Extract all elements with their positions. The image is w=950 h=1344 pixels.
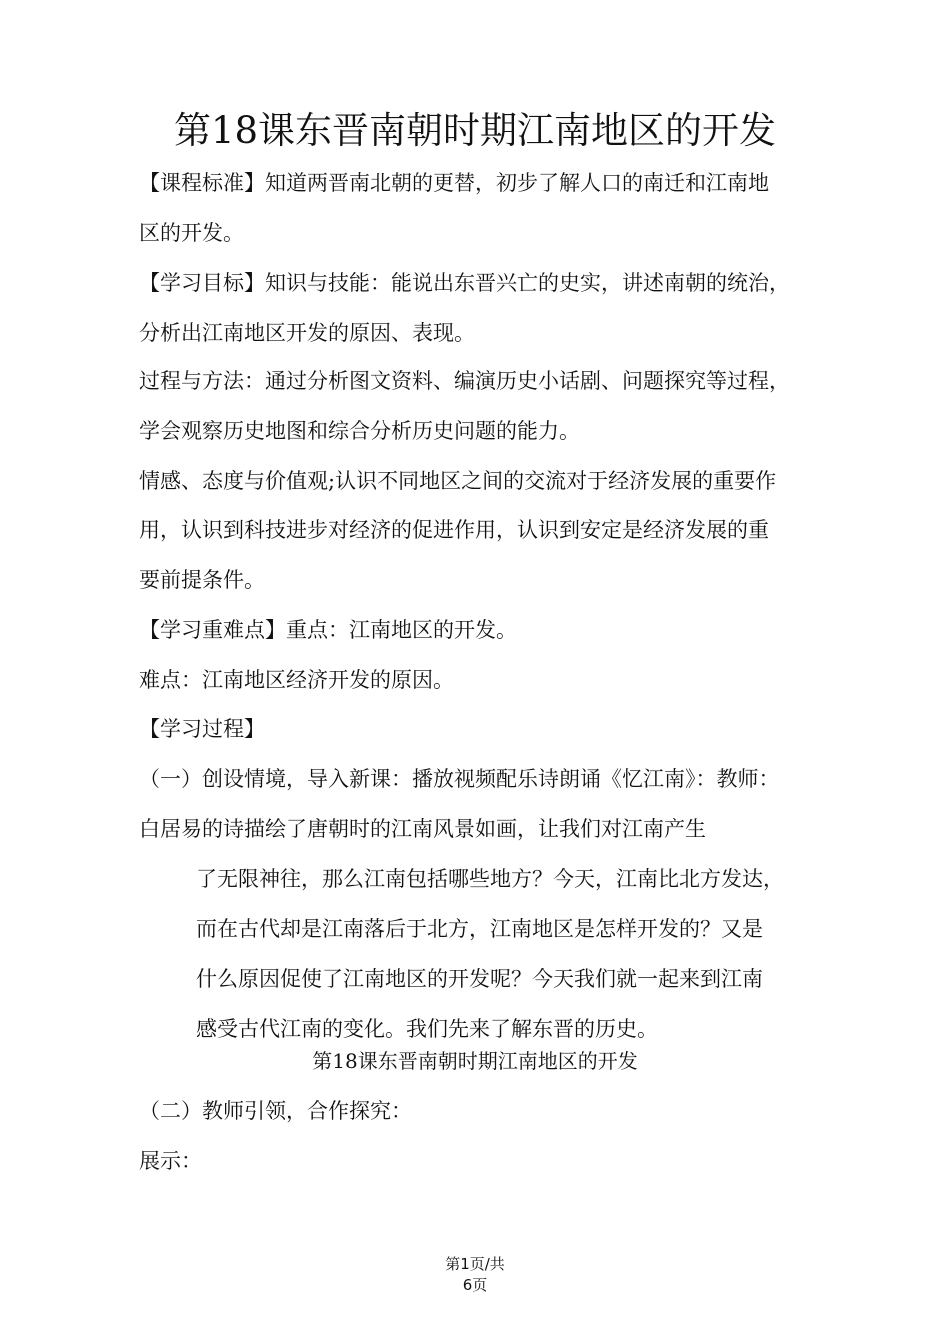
process-method-line-2: 学会观察历史地图和综合分析历史问题的能力。 bbox=[139, 419, 580, 443]
section-one-line-1: （一）创设情境，导入新课：播放视频配乐诗朗诵《忆江南》：教师： bbox=[139, 767, 780, 791]
learning-objective-line-2: 分析出江南地区开发的原因、表现。 bbox=[139, 321, 475, 345]
emotion-attitude-line-1: 情感、态度与价值观;认识不同地区之间的交流对于经济发展的重要作 bbox=[139, 469, 777, 493]
learning-objective-line-1: 【学习目标】知识与技能：能说出东晋兴亡的史实，讲述南朝的统治， bbox=[139, 271, 790, 295]
emotion-attitude-line-2: 用，认识到科技进步对经济的促进作用，认识到安定是经济发展的重 bbox=[139, 518, 769, 542]
process-method-line-1: 过程与方法：通过分析图文资料、编演历史小话剧、问题探究等过程， bbox=[139, 369, 790, 393]
section-two-heading: （二）教师引领，合作探究： bbox=[139, 1099, 412, 1123]
section-one-indented-line-1: 了无限神往，那么江南包括哪些地方？今天，江南比北方发达， bbox=[196, 867, 784, 891]
page-number-line-1: 第1页/共 bbox=[445, 1255, 505, 1273]
emotion-attitude-line-3: 要前提条件。 bbox=[139, 568, 265, 592]
display-label: 展示： bbox=[139, 1149, 202, 1173]
repeated-lesson-title: 第18课东晋南朝时期江南地区的开发 bbox=[312, 1049, 638, 1073]
key-points-line: 【学习重难点】重点：江南地区的开发。 bbox=[139, 618, 517, 642]
page-number-line-2: 6页 bbox=[462, 1276, 488, 1294]
section-one-indented-line-3: 什么原因促使了江南地区的开发呢？今天我们就一起来到江南 bbox=[196, 967, 763, 991]
section-one-indented-line-4: 感受古代江南的变化。我们先来了解东晋的历史。 bbox=[196, 1017, 658, 1041]
curriculum-standard-line-2: 区的开发。 bbox=[139, 221, 244, 245]
learning-process-heading: 【学习过程】 bbox=[139, 717, 265, 741]
section-one-indented-line-2: 而在古代却是江南落后于北方，江南地区是怎样开发的？又是 bbox=[196, 917, 763, 941]
section-one-line-2: 白居易的诗描绘了唐朝时的江南风景如画，让我们对江南产生 bbox=[139, 817, 706, 841]
curriculum-standard-line-1: 【课程标准】知道两晋南北朝的更替，初步了解人口的南迁和江南地 bbox=[139, 171, 769, 195]
difficult-points-line: 难点：江南地区经济开发的原因。 bbox=[139, 668, 454, 692]
document-title: 第18课东晋南朝时期江南地区的开发 bbox=[173, 109, 777, 152]
